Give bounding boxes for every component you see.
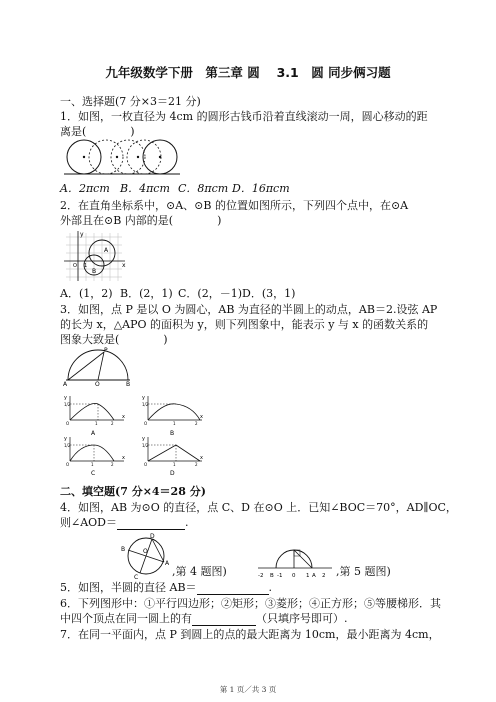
q2-option-a: A．(1，2) [60, 287, 113, 300]
q1-text-line1: 1．如图，一枚直径为 4cm 的圆形古钱币沿着直线滚动一周，圆心移动的距 [60, 110, 428, 123]
q5-tick-minus-two: -2 [258, 573, 264, 579]
q3-point-b-label: B [126, 381, 131, 386]
q3-graph-c-origin: O [66, 462, 70, 467]
q3-graph-d-axis-x: x [200, 455, 203, 461]
q4-text-line1: 4．如图，AB 为⊙O 的直径，点 C、D 在⊙O 上．已知∠BOC＝70°，AD∥OC， [60, 501, 457, 514]
q3-graph-b-tick-half: 1/2 [142, 402, 149, 407]
q5-text-end: . [268, 581, 273, 594]
q2-option-b: B．(2，1) [120, 287, 173, 300]
q2-point-b-label: B [92, 268, 97, 275]
q4-answer-blank[interactable] [117, 518, 185, 530]
q3-point-o-label: O [95, 381, 100, 386]
q5-tick-zero: 0 [292, 573, 296, 579]
q5-tick-minus-one: -1 [277, 573, 283, 579]
q5-answer-blank[interactable] [197, 583, 269, 595]
q2-text-line1: 2．在直角坐标系中，⊙A、⊙B 的位置如图所示，下列四个点中，在⊙A [60, 199, 409, 212]
q2-axis-y-label: y [80, 231, 84, 238]
q7-text-line1: 7．在同一平面内，点 P 到圆上的点的最大距离为 10cm，最小距离为 4cm， [60, 628, 440, 641]
q2-coordinate-figure [62, 229, 128, 283]
q4-text-line2 [60, 516, 189, 530]
q4-circle-figure [118, 532, 178, 580]
q6-text-line2 [60, 612, 348, 626]
q1-text-line2: 离是( ) [60, 125, 135, 138]
q3-graph-d-tick-half: 1/2 [142, 443, 149, 448]
q2-option-c: C．(2，－1) [178, 287, 242, 300]
q4-text-end: . [185, 516, 189, 529]
q6-answer-blank[interactable] [192, 614, 256, 626]
section-choice-heading: 一、选择题(7 分×3＝21 分) [60, 95, 201, 108]
page-title: 九年级数学下册 第三章 圆 3.1 圆 同步俩习题 [105, 65, 391, 80]
q5-tick-one: 1 [306, 573, 310, 579]
q3-graph-d-tick-two: 2 [195, 462, 198, 467]
q3-semicircle-figure [62, 346, 132, 386]
q3-graph-b-tick-two: 2 [195, 421, 198, 426]
q3-graph-b-label: B [170, 430, 175, 437]
q3-graph-a-origin: O [66, 421, 70, 426]
q3-point-a-label: A [63, 381, 68, 386]
q3-graph-c-axis-y: y [64, 436, 67, 442]
q3-text-line1: 3．如图，点 P 是以 O 为圆心，AB 为直径的半圆上的动点，AB＝2.设弦 AP [60, 303, 438, 316]
q3-graph-a-tick-half: 1/2 [64, 402, 71, 407]
q3-graphs-row2 [62, 433, 212, 479]
q1-option-a: A．2πcm [60, 182, 110, 195]
q3-graph-b-axis-y: y [142, 395, 145, 401]
q5-tick-two: 2 [322, 573, 326, 579]
q6-text-suffix: （只填序号即可）. [256, 612, 348, 625]
q3-graph-b-tick-one: 1 [173, 421, 176, 426]
page-footer: 第 1 页／共 3 页 [219, 685, 277, 694]
q3-graph-c-tick-one: 1 [91, 462, 94, 467]
q4-caption: ,第 4 题图) [172, 565, 227, 578]
q3-graph-d-tick-one: 1 [173, 462, 176, 467]
q4-point-a-label: A [165, 560, 170, 567]
q3-graph-d-label: D [170, 470, 175, 477]
q3-graph-c-axis-x: x [122, 455, 125, 461]
q4-point-d-label: D [150, 533, 155, 540]
q2-option-d: D．(3，1) [242, 287, 296, 300]
q4-point-c-label: C [134, 574, 139, 580]
q2-text-line2: 外部且在⊙B 内部的是( ) [60, 214, 222, 227]
q2-origin-label: O [73, 263, 77, 269]
q4-text-prefix: 则∠AOD＝ [60, 516, 117, 529]
q3-graph-a-tick-one: 1 [95, 421, 98, 426]
q2-tick-one-label: 1 [84, 263, 88, 269]
q1-option-c: C．8πcm [178, 182, 229, 195]
q1-option-b: B．4πcm [120, 182, 170, 195]
q5-text-line [60, 581, 272, 595]
q3-graph-a-axis-x: x [122, 414, 125, 420]
q6-text-line1: 6．下列图形中：①平行四边形；②矩形；③菱形；④正方形；⑤等腰梯形．其 [60, 597, 441, 610]
q1-coins-figure [62, 138, 182, 178]
q2-axis-x-label: x [122, 262, 126, 269]
q3-graph-c-label: C [91, 470, 96, 477]
q2-point-a-label: A [104, 247, 109, 254]
q3-graph-b-axis-x: x [200, 414, 203, 420]
q4-point-b-label: B [121, 546, 126, 553]
q3-graph-a-label: A [91, 430, 96, 437]
q1-option-d: D．16πcm [232, 182, 290, 195]
q3-graph-a-axis-y: y [64, 395, 67, 401]
q3-text-line3: 图象大致是( ) [60, 333, 168, 346]
q3-graph-d-origin: O [144, 462, 148, 467]
q5-caption: ,第 5 题图) [336, 565, 391, 578]
q5-text-prefix: 5．如图，半圆的直径 AB＝ [60, 581, 197, 594]
q6-text-prefix: 中四个顶点在同一圆上的有 [60, 612, 192, 625]
q5-tick-point-b: B [270, 573, 274, 579]
q3-graph-a-tick-two: 2 [111, 421, 114, 426]
q3-graph-d-axis-y: y [142, 436, 145, 442]
q4-point-o-label: O [143, 548, 148, 555]
section-fill-heading: 二、填空题(7 分×4＝28 分) [60, 485, 206, 498]
q3-graph-c-tick-half: 1/2 [64, 443, 71, 448]
q3-graph-b-origin: O [144, 421, 148, 426]
q3-text-line2: 的长为 x，△APO 的面积为 y，则下列图象中，能表示 y 与 x 的函数关系的 [60, 318, 429, 331]
q3-graph-c-tick-two: 2 [111, 462, 114, 467]
q5-tick-point-a: A [312, 573, 316, 579]
q3-point-p-label: P [104, 347, 108, 354]
q5-number-line-figure [256, 540, 336, 580]
